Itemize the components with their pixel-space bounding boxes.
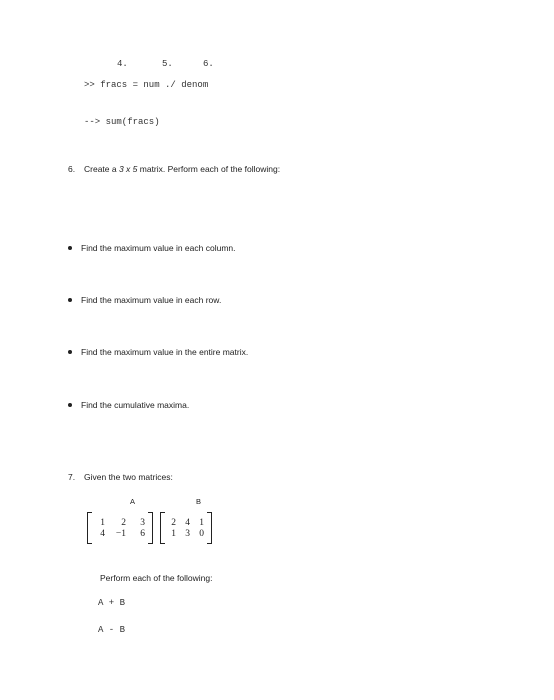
question-6-text: [84, 164, 280, 174]
bullet-cumulative-max: Find the cumulative maxima.: [81, 400, 190, 410]
matrix-b-cells: [165, 518, 207, 539]
bullet-max-column: Find the maximum value in each column.: [81, 243, 236, 253]
question-7-number: 7.: [68, 472, 76, 482]
question-6-suffix: matrix. Perform each of the following:: [137, 164, 281, 174]
bullet-max-row: Find the maximum value in each row.: [81, 295, 222, 305]
matrix-b-cell: 2: [171, 517, 176, 528]
matrix-b-label: B: [196, 497, 202, 506]
matrix-a-cell: 1: [100, 517, 105, 528]
matrix-a-cells: [92, 518, 148, 539]
matrix-b-cell: 4: [185, 517, 190, 528]
matrix-b-right-bracket: [207, 512, 212, 544]
bullet-dot-icon: [68, 350, 72, 354]
code-command-fracs: >> fracs = num ./ denom: [84, 80, 209, 90]
row-number-5: 5.: [162, 59, 173, 69]
matrix-a-cell: 2: [121, 517, 126, 528]
question-6-dims: 3 x 5: [118, 164, 138, 174]
question-6-number: 6.: [68, 164, 76, 174]
matrix-a-cell: 4: [100, 528, 105, 539]
question-7-text: Given the two matrices:: [84, 472, 173, 482]
code-hint-sum: --> sum(fracs): [84, 117, 160, 127]
matrix-b-cell: 3: [185, 528, 190, 539]
bullet-dot-icon: [68, 246, 72, 250]
matrix-a: [87, 512, 153, 544]
matrix-a-cell: 6: [140, 528, 145, 539]
operation-a-minus-b: A - B: [98, 625, 126, 635]
matrix-b: [160, 512, 212, 544]
row-number-4: 4.: [117, 59, 128, 69]
question-6-prefix: Create a: [84, 164, 119, 174]
matrix-a-cell: −1: [115, 528, 126, 539]
operation-a-plus-b: A + B: [98, 598, 126, 608]
matrix-b-cell: 1: [199, 517, 204, 528]
bullet-dot-icon: [68, 298, 72, 302]
matrix-a-right-bracket: [148, 512, 153, 544]
matrix-b-cell: 1: [171, 528, 176, 539]
perform-following-text: Perform each of the following:: [100, 573, 213, 583]
bullet-dot-icon: [68, 403, 72, 407]
matrix-a-cell: 3: [140, 517, 145, 528]
row-number-6: 6.: [203, 59, 214, 69]
bullet-max-entire: Find the maximum value in the entire matrix.: [81, 347, 249, 357]
matrix-b-cell: 0: [199, 528, 204, 539]
matrix-a-label: A: [130, 497, 136, 506]
